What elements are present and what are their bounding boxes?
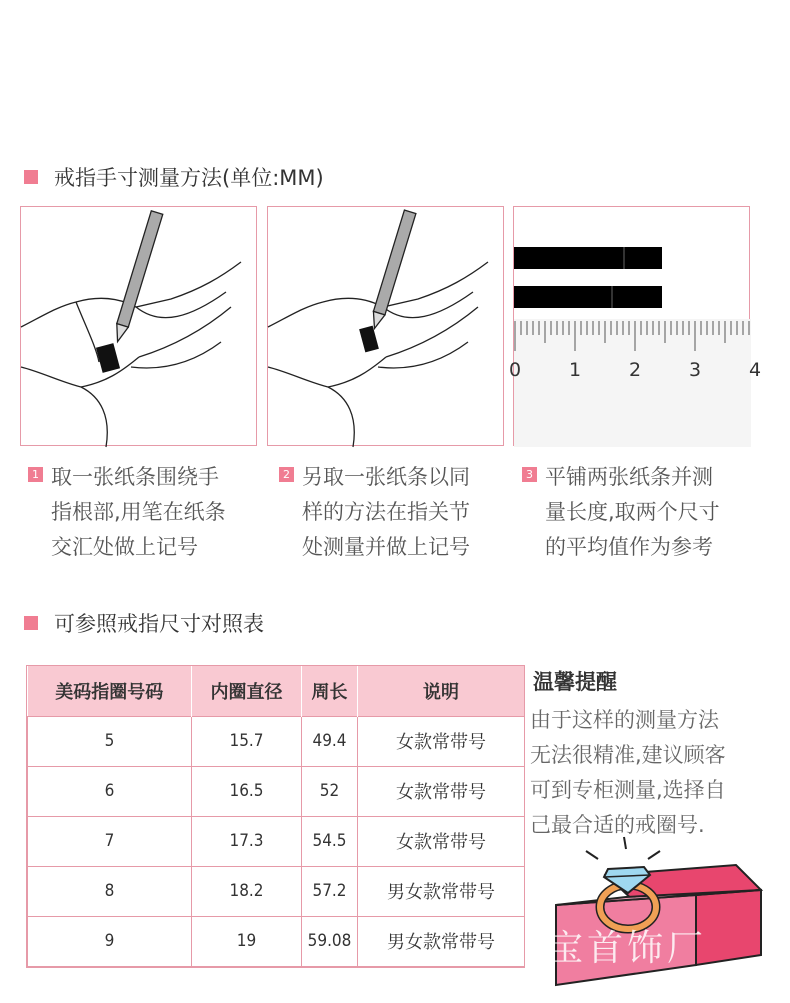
section-title-measure [24, 162, 324, 192]
step-line: 的平均值作为参考 [545, 535, 713, 559]
step-caption-3 [522, 460, 762, 565]
table-row [28, 916, 525, 966]
cell-us-size: 7 [28, 816, 192, 866]
ring-box-icon [546, 835, 770, 995]
ring-size-table [27, 666, 525, 967]
header-inner-diameter: 内圈直径 [192, 666, 302, 716]
step-line: 量长度,取两个尺寸 [545, 500, 720, 524]
cell-note: 女款常带号 [358, 716, 525, 766]
cell-note: 男女款常带号 [358, 916, 525, 966]
cell-inner-diameter: 16.5 [192, 766, 302, 816]
step-line: 另取一张纸条以同 [302, 465, 470, 489]
step-caption-2 [279, 460, 519, 565]
cell-us-size: 5 [28, 716, 192, 766]
cell-inner-diameter: 19 [192, 916, 302, 966]
step-line: 处测量并做上记号 [302, 535, 470, 559]
header-us-size: 美码指圈号码 [28, 666, 192, 716]
tips-line: 由于这样的测量方法 [530, 708, 719, 732]
tips-line: 无法很精准,建议顾客 [530, 743, 726, 767]
step-line: 取一张纸条围绕手 [51, 465, 219, 489]
illustration-step-3 [508, 206, 762, 446]
ruler [514, 319, 751, 447]
section-title-text: 戒指手寸测量方法(单位:MM) [54, 166, 324, 190]
cell-us-size: 9 [28, 916, 192, 966]
table-row [28, 766, 525, 816]
step-line: 样的方法在指关节 [302, 500, 470, 524]
step-number-badge: 3 [522, 467, 537, 482]
header-note: 说明 [358, 666, 525, 716]
hand-pencil-illustration [268, 207, 505, 447]
ring-box-illustration [546, 835, 770, 999]
illustration-step-1 [20, 206, 257, 446]
cell-circumference: 52 [302, 766, 358, 816]
paper-strip-1 [514, 247, 662, 269]
cell-circumference: 59.08 [302, 916, 358, 966]
table-row [28, 716, 525, 766]
tips-line: 可到专柜测量,选择自 [530, 778, 726, 802]
table-row [28, 816, 525, 866]
cell-inner-diameter: 17.3 [192, 816, 302, 866]
section-bullet [24, 616, 38, 630]
table-row [28, 866, 525, 916]
ruler-label: 1 [568, 359, 582, 381]
cell-us-size: 6 [28, 766, 192, 816]
ruler-label: 4 [748, 359, 762, 381]
ruler-illustration [508, 207, 762, 447]
watermark-text: 宝首饰厂 [547, 928, 708, 969]
cell-circumference: 49.4 [302, 716, 358, 766]
step-line: 交汇处做上记号 [51, 535, 198, 559]
section-bullet [24, 170, 38, 184]
hand-pencil-illustration [21, 207, 258, 447]
cell-note: 女款常带号 [358, 766, 525, 816]
section-title-size-chart [24, 608, 264, 638]
tips-line: 己最合适的戒圈号. [530, 813, 705, 837]
illustration-step-2 [267, 206, 504, 446]
cell-circumference: 54.5 [302, 816, 358, 866]
cell-inner-diameter: 18.2 [192, 866, 302, 916]
ruler-label: 2 [628, 359, 642, 381]
cell-note: 男女款常带号 [358, 866, 525, 916]
ruler-label: 3 [688, 359, 702, 381]
step-line: 指根部,用笔在纸条 [51, 500, 226, 524]
step-number-badge: 1 [28, 467, 43, 482]
tips-body [530, 703, 770, 843]
tips-title: 温馨提醒 [533, 670, 617, 694]
table-header-row [28, 666, 525, 716]
paper-strip-2 [514, 286, 662, 308]
cell-circumference: 57.2 [302, 866, 358, 916]
step-number-badge: 2 [279, 467, 294, 482]
section-title-text: 可参照戒指尺寸对照表 [54, 612, 264, 636]
cell-us-size: 8 [28, 866, 192, 916]
ruler-label: 0 [508, 359, 522, 381]
header-circumference: 周长 [302, 666, 358, 716]
cell-note: 女款常带号 [358, 816, 525, 866]
cell-inner-diameter: 15.7 [192, 716, 302, 766]
step-caption-1 [28, 460, 268, 565]
step-line: 平铺两张纸条并测 [545, 465, 713, 489]
